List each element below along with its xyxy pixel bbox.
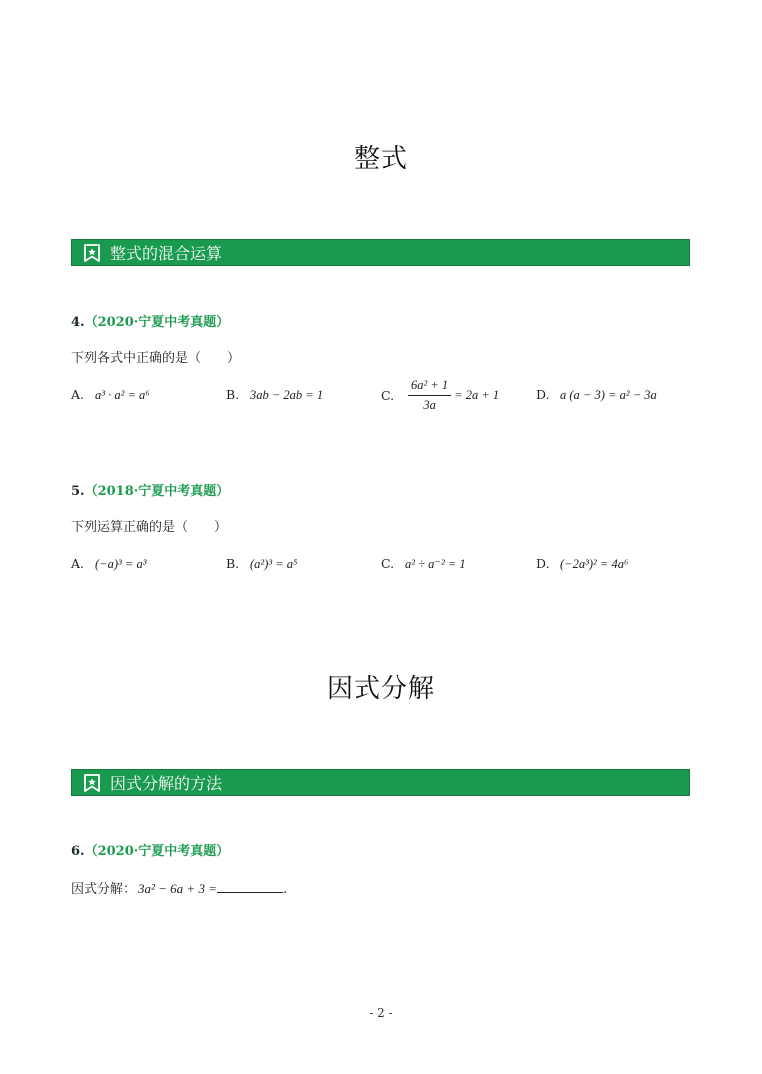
stem-end: .: [282, 882, 288, 897]
option-c[interactable]: [381, 378, 499, 413]
option-text: a (a − 3) = a² − 3a: [560, 388, 657, 402]
option-text: (−2a³)² = 4a⁶: [560, 557, 629, 571]
answer-blank[interactable]: [217, 881, 283, 893]
section-title: 整式: [353, 144, 408, 174]
question-number: 4.: [71, 315, 85, 330]
option-b[interactable]: [226, 556, 297, 572]
option-label: A.: [71, 387, 85, 402]
question-stem: 下列运算正确的是（ ）: [71, 520, 228, 535]
subsection-bar: [71, 769, 690, 796]
option-text: (−a)³ = a³: [95, 557, 147, 571]
question-number: 5.: [71, 484, 85, 499]
stem-prefix: 因式分解：: [71, 882, 137, 897]
question-source: （2018·宁夏中考真题）: [84, 484, 230, 499]
option-label: B.: [226, 387, 240, 402]
option-text: a² ÷ a⁻² = 1: [405, 557, 466, 571]
option-d[interactable]: [536, 387, 657, 403]
section-title: 因式分解: [326, 674, 435, 704]
question-number: 6.: [71, 844, 85, 859]
page-number: - 2 -: [369, 1006, 393, 1020]
option-c[interactable]: [381, 556, 466, 572]
question-header: [71, 840, 229, 859]
question-stem: [71, 878, 287, 897]
option-label: C.: [381, 556, 395, 571]
fraction-numerator: 6a² + 1: [408, 378, 451, 396]
option-label: D.: [536, 387, 550, 402]
option-label: A.: [71, 556, 85, 571]
question-header: [71, 480, 229, 499]
bookmark-star-icon: [83, 244, 101, 262]
subsection-title: 因式分解的方法: [110, 774, 223, 793]
question-source: （2020·宁夏中考真题）: [84, 844, 230, 859]
option-text: = 2a + 1: [454, 388, 500, 402]
bookmark-star-icon: [83, 774, 101, 792]
question-stem: 下列各式中正确的是（ ）: [71, 351, 241, 366]
option-a[interactable]: [71, 556, 146, 572]
stem-math: 3a² − 6a + 3 =: [138, 881, 217, 896]
option-d[interactable]: [536, 556, 628, 572]
fraction: [408, 378, 451, 413]
option-b[interactable]: [226, 387, 323, 403]
option-label: B.: [226, 556, 240, 571]
option-a[interactable]: [71, 387, 150, 403]
option-text: a³ · a² = a⁶: [95, 388, 150, 402]
fraction-denominator: 3a: [423, 398, 436, 412]
subsection-title: 整式的混合运算: [110, 244, 223, 263]
option-text: 3ab − 2ab = 1: [250, 388, 324, 402]
question-header: [71, 311, 229, 330]
question-source: （2020·宁夏中考真题）: [84, 315, 230, 330]
option-label: D.: [536, 556, 550, 571]
option-label: C.: [381, 388, 395, 403]
subsection-bar: [71, 239, 690, 266]
option-text: (a²)³ = a⁵: [250, 557, 298, 571]
